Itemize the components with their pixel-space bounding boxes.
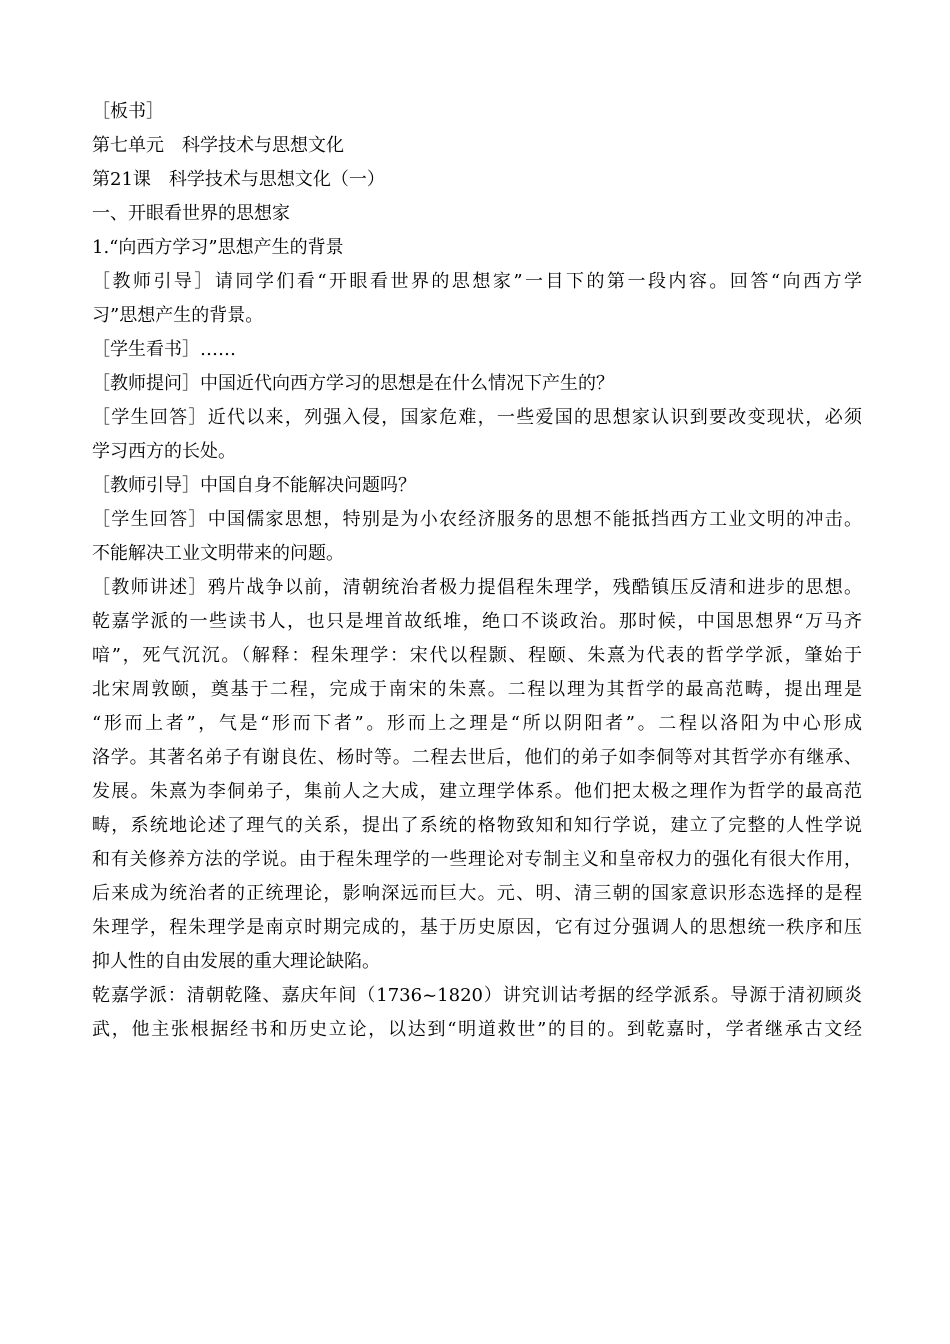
text-line: 乾嘉学派的一些读书人，也只是埋首故纸堆，绝口不谈政治。那时候，中国思想界“万马齐 — [92, 611, 862, 632]
text-line: ［学生回答］近代以来，列强入侵，国家危难，一些爱国的思想家认识到要改变现状，必须 — [92, 407, 862, 428]
text-line: 学习西方的长处。 — [92, 441, 236, 462]
text-line: 朱理学，程朱理学是南京时期完成的，基于历史原因，它有过分强调人的思想统一秩序和压 — [92, 917, 862, 938]
text-line: ［教师提问］中国近代向西方学习的思想是在什么情况下产生的？ — [92, 373, 614, 394]
text-line: 抑人性的自由发展的重大理论缺陷。 — [92, 951, 380, 972]
text-line: 不能解决工业文明带来的问题。 — [92, 543, 344, 564]
document-body — [92, 95, 862, 1047]
text-line: 发展。朱熹为李侗弟子，集前人之大成，建立理学体系。他们把太极之理作为哲学的最高范 — [92, 781, 862, 802]
text-line: ［教师讲述］鸦片战争以前，清朝统治者极力提倡程朱理学，残酷镇压反清和进步的思想。 — [92, 577, 862, 598]
text-line: 洛学。其著名弟子有谢良佐、杨时等。二程去世后，他们的弟子如李侗等对其哲学亦有继承、 — [92, 747, 862, 768]
text-line: ［学生回答］中国儒家思想，特别是为小农经济服务的思想不能抵挡西方工业文明的冲击。 — [92, 509, 862, 530]
text-line: 习”思想产生的背景。 — [92, 305, 264, 326]
text-line: ［教师引导］请同学们看“开眼看世界的思想家”一目下的第一段内容。回答“向西方学 — [92, 271, 862, 292]
text-line: 武，他主张根据经书和历史立论，以达到“明道救世”的目的。到乾嘉时，学者继承古文经 — [92, 1019, 862, 1040]
text-line: 畴，系统地论述了理气的关系，提出了系统的格物致知和知行学说，建立了完整的人性学说 — [92, 815, 862, 836]
text-line: ［教师引导］中国自身不能解决问题吗？ — [92, 475, 416, 496]
board-label: ［板书］ — [92, 101, 164, 122]
text-line: ［学生看书］…… — [92, 339, 236, 360]
section-heading: 一、开眼看世界的思想家 — [92, 203, 290, 224]
text-line: 喑”，死气沉沉。（解释：程朱理学：宋代以程颢、程颐、朱熹为代表的哲学学派，肇始于 — [92, 645, 862, 666]
text-line: 乾嘉学派：清朝乾隆、嘉庆年间（1736~1820）讲究训诂考据的经学派系。导源于清初顾炎 — [92, 985, 862, 1006]
unit-heading: 第七单元 科学技术与思想文化 — [92, 135, 344, 156]
text-line: 和有关修养方法的学说。由于程朱理学的一些理论对专制主义和皇帝权力的强化有很大作用， — [92, 849, 862, 870]
lesson-heading: 第21课 科学技术与思想文化（一） — [92, 169, 385, 190]
text-line: 后来成为统治者的正统理论，影响深远而巨大。元、明、清三朝的国家意识形态选择的是程 — [92, 883, 862, 904]
text-line: 北宋周敦颐，奠基于二程，完成于南宋的朱熹。二程以理为其哲学的最高范畴，提出理是 — [92, 679, 862, 700]
text-line: “形而上者”，气是“形而下者”。形而上之理是“所以阴阳者”。二程以洛阳为中心形成 — [92, 713, 862, 734]
subsection-heading: 1.“向西方学习”思想产生的背景 — [92, 237, 344, 258]
